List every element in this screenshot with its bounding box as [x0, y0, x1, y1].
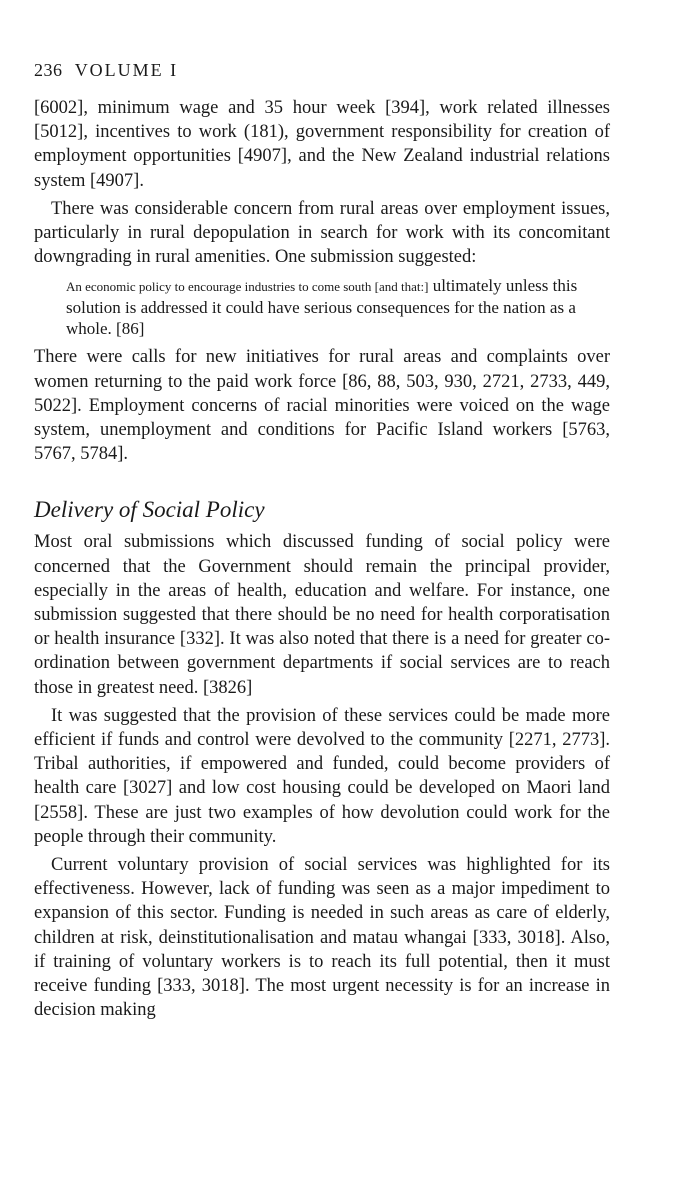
paragraph-rural-initiatives: There were calls for new initiatives for rural areas and complaints over women returning to the paid work force [86, 88, 503, 930, 2721, 2733, 449, 5022]. Employment concerns of racial minorities were voiced on the wage system, unemployment and conditions for Pacific Island workers [5763, 5767, 5784]. [34, 347, 610, 465]
paragraph-voluntary: Current voluntary provision of social services was highlighted for its effectiveness. However, lack of funding was seen as a major impediment to expansion of this sector. Funding is needed in such areas as care of elderly, children at risk, deinstitutionalisation and matau whangai [333, 3018]. Also, if training of voluntary workers is to reach its full potential, then it must receive funding [333, 3018]. The most urgent necessity is for an increase in decision making [34, 855, 610, 1021]
paragraph-employment-continued: [6002], minimum wage and 35 hour week [394], work related illnesses [5012], incentives to work (181), government responsibility for creation of employment opportunities [4907], and the New Zealand industrial relations system [4907]. [34, 98, 610, 191]
document-page [34, 58, 610, 1023]
quote-lead: An economic policy to encourage industries to come south [and that:] [66, 279, 429, 295]
section-heading: Delivery of Social Policy [34, 497, 265, 523]
paragraph-rural-concern: There was considerable concern from rural areas over employment issues, particularly in rural depopulation in search for work with its concomitant downgrading in rural amenities. One submission suggested: [34, 198, 610, 268]
quote-rest: ultimately unless this solution is addressed it could have serious consequences for the nation as a whole. [86] [66, 276, 578, 339]
paragraph-devolution: It was suggested that the provision of these services could be made more efficient if funds and control were devolved to the community [2271, 2773]. Tribal authorities, if empowered and funded, could become providers of health care [3027] and low cost housing could be developed on Maori land [2558]. These are just two examples of how devolution could work for the people through their community. [34, 705, 610, 847]
submission-quote [66, 275, 610, 339]
running-title: VOLUME I [74, 60, 179, 80]
paragraph-funding: Most oral submissions which discussed funding of social policy were concerned that the Government should remain the principal provider, especially in the areas of health, education and welfare. For instance, one submission suggested that there should be no need for health corporatisation or health insurance [332]. It was also noted that there is a need for greater co-ordination between government departments if social services are to reach those in greatest need. [3826] [34, 532, 610, 698]
running-header [34, 58, 610, 82]
page-number: 236 [34, 60, 63, 80]
